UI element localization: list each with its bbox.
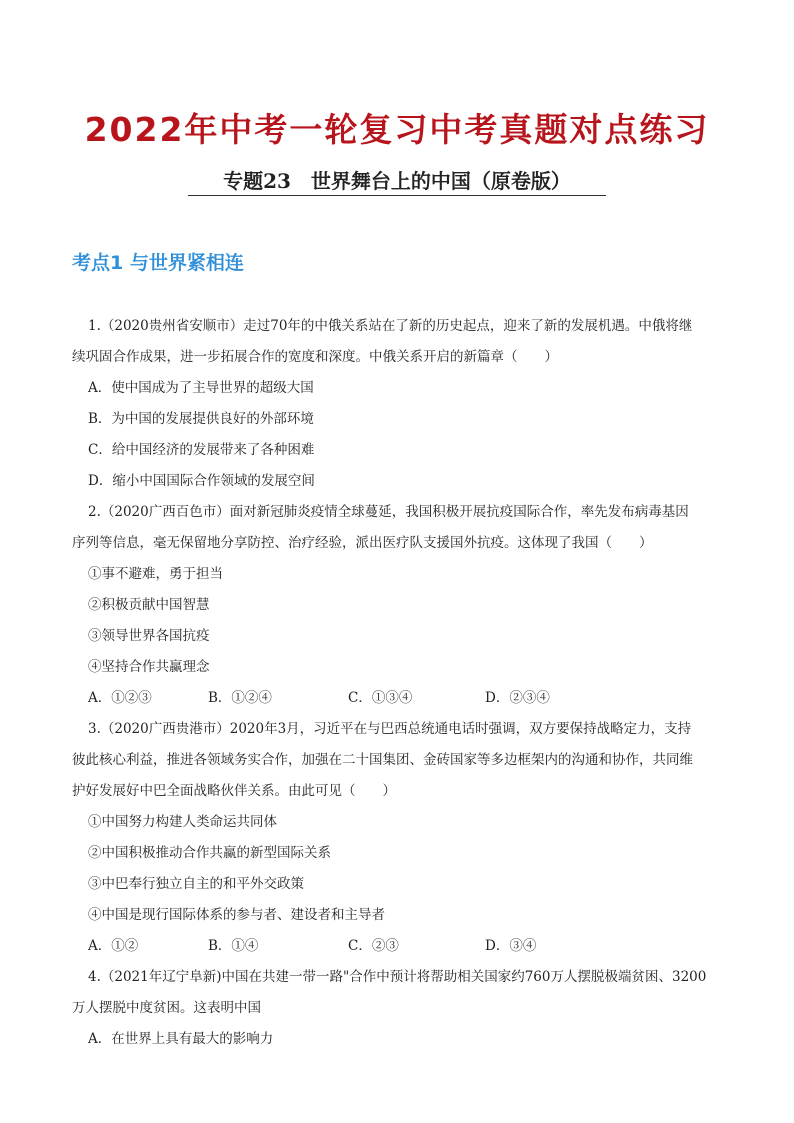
question-2-stem-line-2: 序列等信息，毫无保留地分享防控、治疗经验，派出医疗队支援国外抗疫。这体现了我国（ ）	[72, 535, 653, 551]
question-1-stem-line-2: 续巩固合作成果，进一步拓展合作的宽度和深度。中俄关系开启的新篇章（ ）	[72, 349, 558, 365]
question-1-option-b: B．为中国的发展提供良好的外部环境	[88, 411, 314, 427]
question-2-statement-4: ④坚持合作共赢理念	[88, 659, 210, 675]
question-3-statement-4: ④中国是现行国际体系的参与者、建设者和主导者	[88, 907, 385, 923]
question-3-option-a: A．①②	[88, 938, 139, 954]
question-3-statement-3: ③中巴奉行独立自主的和平外交政策	[88, 876, 304, 892]
question-2-option-d: D．②③④	[485, 690, 550, 706]
question-3-option-c: C．②③	[348, 938, 399, 954]
question-3-option-d: D．③④	[485, 938, 537, 954]
question-2-statement-1: ①事不避难，勇于担当	[88, 566, 223, 582]
question-3-option-b: B．①④	[208, 938, 259, 954]
question-2-statement-2: ②积极贡献中国智慧	[88, 597, 210, 613]
question-3-statement-1: ①中国努力构建人类命运共同体	[88, 814, 277, 830]
question-3-stem-line-3: 护好发展好中巴全面战略伙伴关系。由此可见（ ）	[72, 783, 396, 799]
question-4-option-a: A．在世界上具有最大的影响力	[88, 1031, 274, 1047]
question-3-stem-line-2: 彼此核心利益，推进各领域务实合作，加强在二十国集团、金砖国家等多边框架内的沟通和协作，共同维	[72, 752, 693, 768]
question-2-stem-line-1: 2.（2020广西百色市）面对新冠肺炎疫情全球蔓延，我国积极开展抗疫国际合作，率先发布病毒基因	[88, 504, 689, 520]
question-4-stem-line-1: 4.（2021年辽宁阜新)中国在共建一带一路"合作中预计将帮助相关国家约760万人摆脱极端贫困、3200	[88, 969, 707, 985]
question-1-option-c: C．给中国经济的发展带来了各种困难	[88, 442, 315, 458]
question-2-statement-3: ③领导世界各国抗疫	[88, 628, 210, 644]
section-heading: 考点1 与世界紧相连	[72, 252, 244, 274]
question-1-option-a: A．使中国成为了主导世界的超级大国	[88, 380, 314, 396]
page-subtitle: 专题23 世界舞台上的中国（原卷版）	[188, 168, 606, 196]
question-3-statement-2: ②中国积极推动合作共赢的新型国际关系	[88, 845, 331, 861]
question-2-option-a: A．①②③	[88, 690, 152, 706]
question-3-stem-line-1: 3.（2020广西贵港市）2020年3月，习近平在与巴西总统通电话时强调，双方要保持战略定力，支持	[88, 721, 692, 737]
question-1-option-d: D．缩小中国国际合作领域的发展空间	[88, 473, 315, 489]
page-title: 2022年中考一轮复习中考真题对点练习	[84, 110, 710, 149]
question-2-option-c: C．①③④	[348, 690, 413, 706]
question-1-stem-line-1: 1.（2020贵州省安顺市）走过70年的中俄关系站在了新的历史起点，迎来了新的发展机遇。中俄将继	[88, 318, 693, 334]
question-2-option-b: B．①②④	[208, 690, 272, 706]
question-4-stem-line-2: 万人摆脱中度贫困。这表明中国	[72, 1000, 261, 1016]
